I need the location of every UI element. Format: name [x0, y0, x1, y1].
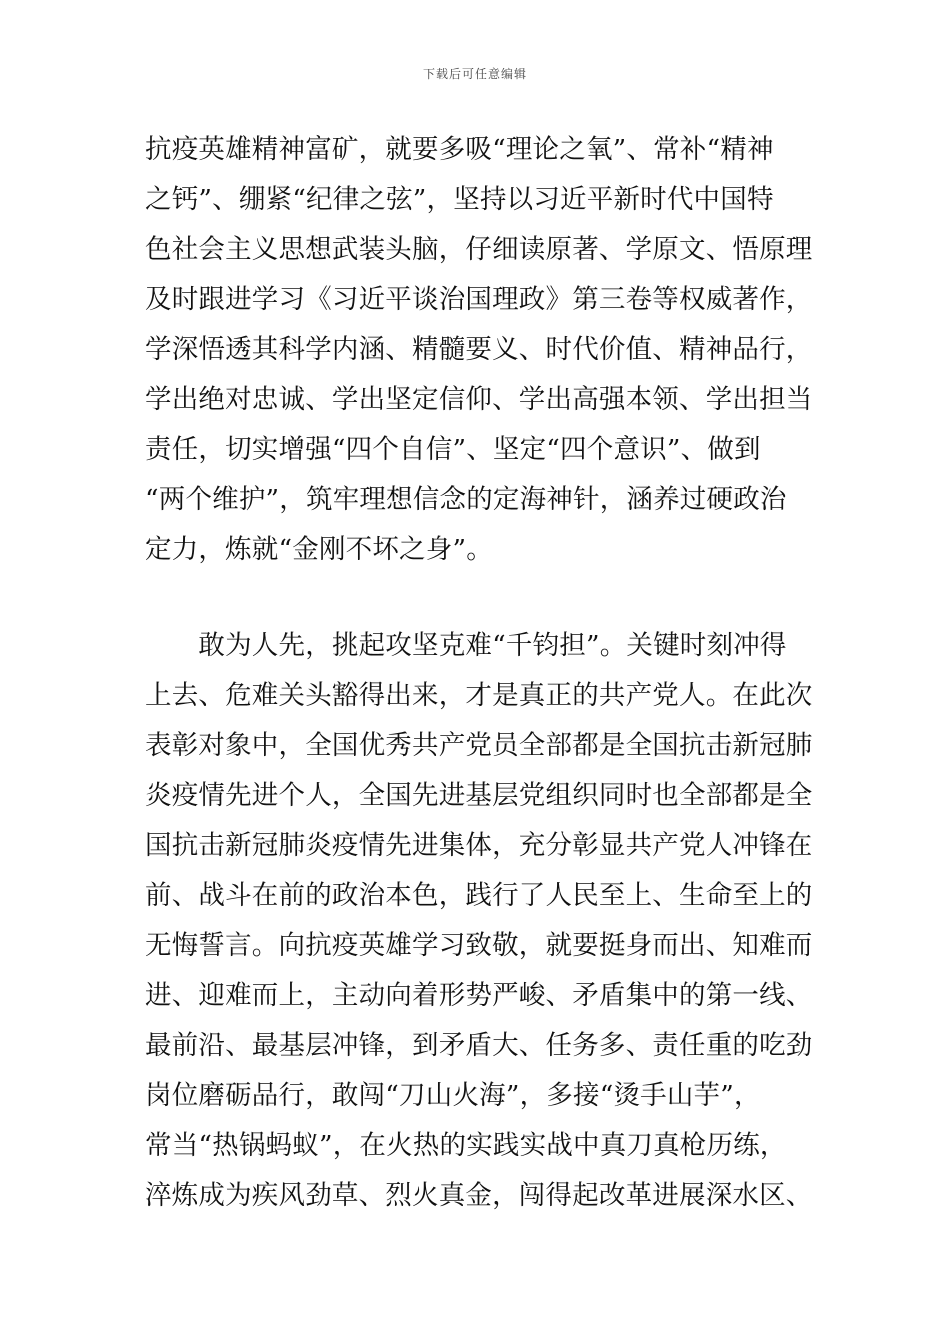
text-line: 前、战斗在前的政治本色，践行了人民至上、生命至上的: [145, 880, 813, 911]
text-line: 抗疫英雄精神富矿，就要多吸“理论之氧”、常补“精神: [145, 134, 774, 165]
text-line: 国抗击新冠肺炎疫情先进集体，充分彰显共产党人冲锋在: [145, 830, 813, 861]
text-line: 敢为人先，挑起攻坚克难“千钧担”。关键时刻冲得: [145, 630, 787, 661]
paragraph-2: [145, 621, 813, 1221]
text-line: 之钙”、绷紧“纪律之弦”，坚持以习近平新时代中国特: [145, 184, 774, 215]
text-line: 最前沿、最基层冲锋，到矛盾大、任务多、责任重的吃劲: [145, 1030, 813, 1061]
text-line: 定力，炼就“金刚不坏之身”。: [145, 534, 493, 565]
text-line: 岗位磨砺品行，敢闯“刀山火海”，多接“烫手山芋”，: [145, 1080, 761, 1111]
text-line: 学深悟透其科学内涵、精髓要义、时代价值、精神品行，: [145, 334, 813, 365]
text-line: 及时跟进学习《习近平谈治国理政》第三卷等权威著作，: [145, 284, 813, 315]
text-line: 色社会主义思想武装头脑，仔细读原著、学原文、悟原理: [145, 234, 813, 265]
text-line: 责任，切实增强“四个自信”、坚定“四个意识”、做到: [145, 434, 761, 465]
text-line: 表彰对象中，全国优秀共产党员全部都是全国抗击新冠肺: [145, 730, 813, 761]
text-line: 常当“热锅蚂蚁”，在火热的实践实战中真刀真枪历练，: [145, 1130, 787, 1161]
text-line: 炎疫情先进个人，全国先进基层党组织同时也全部都是全: [145, 780, 813, 811]
text-line: 上去、危难关头豁得出来，才是真正的共产党人。在此次: [145, 680, 813, 711]
page-header: 下载后可任意编辑: [422, 67, 527, 81]
text-line: 无悔誓言。向抗疫英雄学习致敬，就要挺身而出、知难而: [145, 930, 813, 961]
paragraph-1: [145, 125, 813, 575]
text-line: 进、迎难而上，主动向着形势严峻、矛盾集中的第一线、: [145, 980, 813, 1011]
text-line: “两个维护”，筑牢理想信念的定海神针，涵养过硬政治: [145, 484, 787, 515]
text-line: 学出绝对忠诚、学出坚定信仰、学出高强本领、学出担当: [145, 384, 813, 415]
text-line: 淬炼成为疾风劲草、烈火真金，闯得起改革进展深水区、: [145, 1180, 813, 1211]
